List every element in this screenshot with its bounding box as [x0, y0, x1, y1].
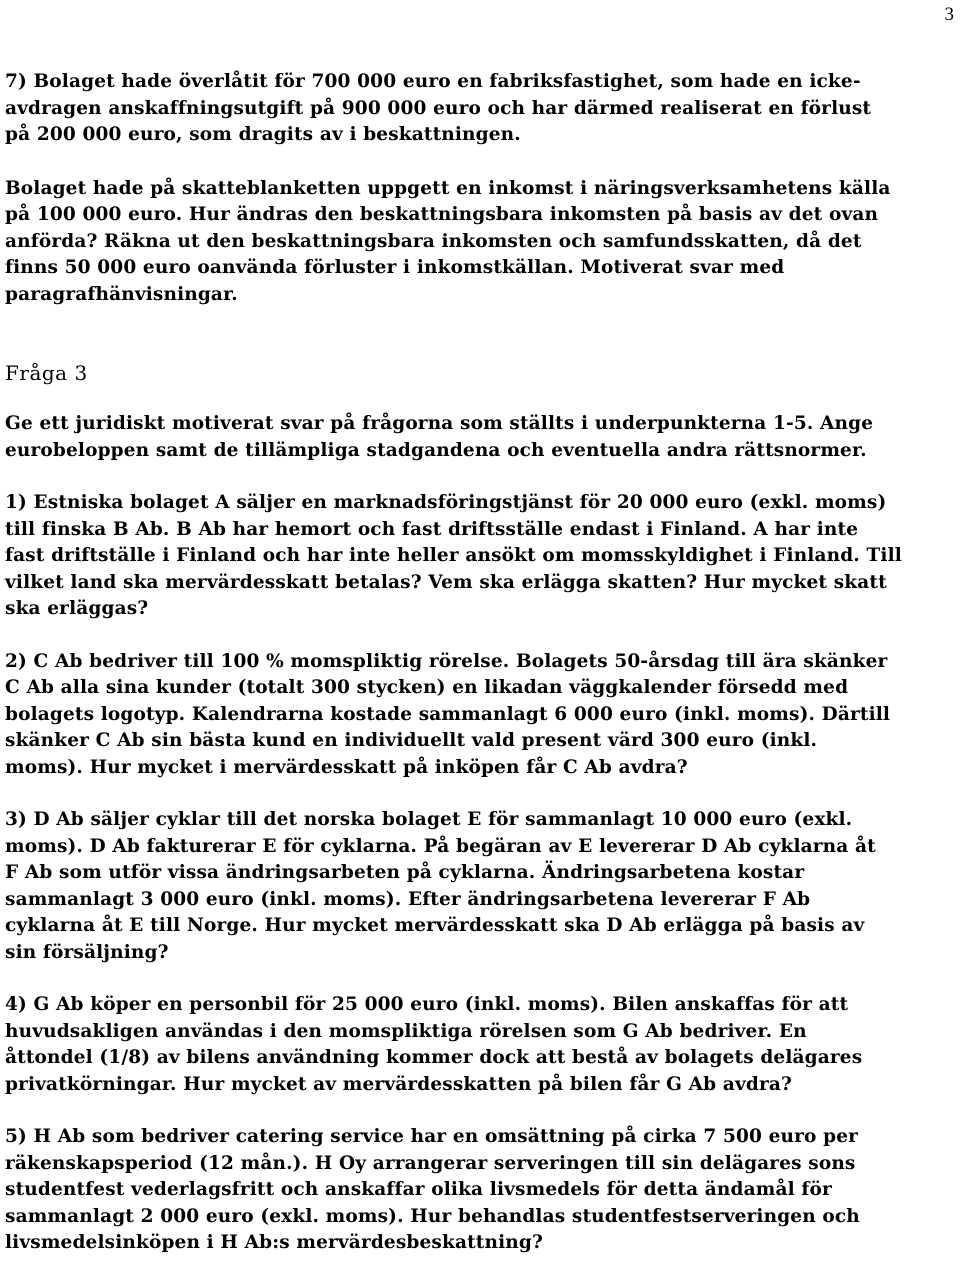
fraga-3-subquestion-3: 3) D Ab säljer cyklar till det norska bolaget E för sammanlagt 10 000 euro (exkl. moms). D Ab fakturerar E för cyklarna. På begäran av E levererar D Ab cyklarna åt F Ab som utför vissa ändringsarbeten på cyklarna. Ändringsarbetena kostar sammanlagt 3 000 euro (inkl. moms). Efter ändringsarbetena levererar F Ab cyklarna åt E till Norge. Hur mycket mervärdesskatt ska D Ab erlägga på basis av sin försäljning?	[5, 809, 876, 963]
question-7-task	[5, 176, 955, 309]
fraga-3-instructions: Ge ett juridiskt motiverat svar på frågorna som ställts i underpunkterna 1-5. Ange eurobeloppen samt de tillämpliga stadgandena och eventuella andra rättsnormer.	[5, 413, 874, 461]
fraga-3-subquestion-2: 2) C Ab bedriver till 100 % momspliktig rörelse. Bolagets 50-årsdag till ära skänker C Ab alla sina kunder (totalt 300 stycken) en likadan väggkalender försedd med bolagets logotyp. Kalendrarna kostade sammanlagt 6 000 euro (inkl. moms). Därtill skänker C Ab sin bästa kund en individuellt vald present värd 300 euro (inkl. moms). Hur mycket i mervärdesskatt på inköpen får C Ab avdra?	[5, 650, 891, 778]
question-7-intro: 7) Bolaget hade överlåtit för 700 000 euro en fabriksfastighet, som hade en icke- avdragen anskaffningsutgift på 900 000 euro och har därmed realiserat en förlust på 200 000 euro, som dragits av i beskattningen.	[5, 71, 872, 145]
fraga-3-subquestion-1: 1) Estniska bolaget A säljer en marknadsföringstjänst för 20 000 euro (exkl. moms) till finska B Ab. B Ab har hemort och fast driftsställe endast i Finland. A har inte fast driftställe i Finland och har inte heller ansökt om momsskyldighet i Finland. Till vilket land ska mervärdesskatt betalas? Vem ska erlägga skatten? Hur mycket skatt ska erläggas?	[5, 492, 902, 619]
question-7-task-normal: Bolaget hade på skatteblanketten uppgett en inkomst i näringsverksamhetens källa på 100 000 euro. Hur ändras den beskattningsbara inkomsten på basis av det ovan anförda?	[5, 177, 891, 252]
fraga-3-subquestion-4: 4) G Ab köper en personbil för 25 000 euro (inkl. moms). Bilen anskaffas för att huvudsakligen användas i den momspliktiga rörelsen som G Ab bedriver. En åttondel (1/8) av bilens användning kommer dock att bestå av bolagets delägares privatkörningar. Hur mycket av mervärdesskatten på bilen får G Ab avdra?	[5, 994, 863, 1095]
document-body	[5, 69, 955, 1257]
section-heading-fraga-3: Fråga 3	[5, 361, 88, 385]
page-number: 3	[944, 4, 954, 25]
question-7-task-bold: Räkna ut den beskattningsbara inkomsten och samfundsskatten, då det finns 50 000 euro oanvända förluster i inkomstkällan. Motiverat svar med paragrafhänvisningar.	[5, 230, 862, 305]
fraga-3-subquestion-5: 5) H Ab som bedriver catering service har en omsättning på cirka 7 500 euro per räkenskapsperiod (12 mån.). H Oy arrangerar serveringen till sin delägares sons studentfest vederlagsfritt och anskaffar olika livsmedels för detta ändamål för sammanlagt 2 000 euro (exkl. moms). Hur behandlas studentfestserveringen och livsmedelsinköpen i H Ab:s mervärdesbeskattning?	[5, 1126, 860, 1253]
